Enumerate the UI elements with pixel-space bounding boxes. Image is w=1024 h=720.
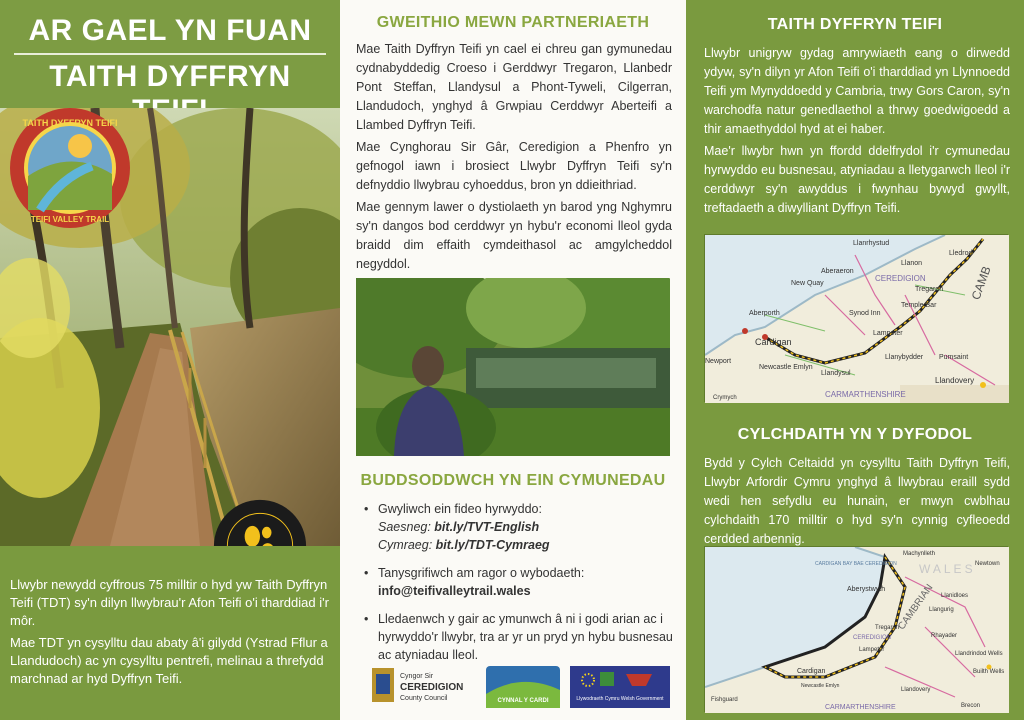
celtic-circuit-map (704, 546, 1008, 712)
logo-council-line-3: County Council (400, 695, 448, 702)
map-label: Tregaron (875, 625, 900, 631)
english-video-link[interactable]: bit.ly/TVT-English (434, 520, 540, 534)
map-label: Llandovery (935, 376, 975, 385)
map-label: CEREDIGION (875, 274, 926, 283)
english-label: Saesneg: (378, 520, 435, 534)
logo-text-bottom: TEIFI VALLEY TRAIL (30, 215, 110, 224)
cover-intro-text: Llwybr newydd cyffrous 75 milltir o hyd yw Taith Dyffryn Teifi (TDT) sy'n dilyn llwybrau'r Afon Teifi o'i tharddiad i'r môr. (10, 577, 329, 628)
map-label: Llandovery (901, 687, 931, 693)
map-label: CEREDIGION (853, 635, 892, 641)
map-label: Llandrindod Wells (955, 651, 1003, 657)
map-label: Cardigan (797, 668, 826, 675)
riverside-walker-photo (356, 278, 670, 456)
video-intro: Gwyliwch ein fideo hyrwyddo: (378, 502, 542, 516)
cover-panel (0, 0, 340, 720)
heading-trail: TAITH DYFFRYN TEIFI (767, 16, 943, 33)
map-label: Newport (705, 358, 732, 365)
cover-footer (0, 546, 340, 720)
future-circuit-text: Bydd y Cylch Celtaidd yn cysylltu Taith Dyffryn Teifi, Llwybr Arfordir Cymru ynghyd â llwybrau eraill sydd wedi hen sefydlu eu hunain, er mwyn cwblhau cylchdaith 170 milltir o hyd sy'n cynnig cyfleoedd cerdded arbennig. (704, 456, 1010, 546)
partnership-panel (340, 0, 686, 720)
email-link[interactable]: info@teifivalleytrail.wales (378, 584, 531, 598)
trail-route-map (704, 234, 1008, 402)
map-label: WALES (919, 562, 976, 576)
ceredigion-council-logo (372, 668, 463, 702)
partnership-para-councils: Mae Cynghorau Sir Gâr, Ceredigion a Phenfro yn gefnogol iawn i brosiect Llwybr Dyffryn Teifi sy'n defnyddio llwybrau cyhoeddus, bron yn ddieithriad. (356, 140, 672, 192)
map-label: Newcastle Emlyn (759, 364, 813, 371)
logo-wales-gov-text: Llywodraeth Cymru Welsh Government (576, 696, 664, 702)
map-label: Pumsaint (939, 354, 969, 361)
map-label: Cardigan (755, 337, 792, 347)
trail-description: Llwybr unigryw gydag amrywiaeth eang o dirwedd ydyw, sy'n dilyn yr Afon Teifi o'i tharddiad yn Llynnoedd Teifi ym Mynyddoedd y Cambria, trwy Gors Caron, sy'n warchodfa natur genedlaethol a thrwy goedwigoedd a thir amaethyddol hyd at ei haber. (704, 46, 1010, 136)
trail-panel (686, 0, 1024, 720)
map-label: Aberystwyth (847, 586, 886, 593)
cover-abbeys-text: Mae TDT yn cysylltu dau abaty â'i gilydd (Ystrad Fflur a Llandudoch) ac yn cysylltu pentrefi, melinau a threfydd marchnad ar hyd Dyffryn Teifi. (10, 635, 328, 686)
map-label: Llanidloes (941, 593, 969, 599)
map-label: Tregaron (915, 286, 944, 293)
partner-logos (356, 664, 672, 710)
eu-welsh-gov-logo (570, 666, 670, 708)
map-label: CARMARTHENSHIRE (825, 390, 906, 399)
logo-council-line-1: Cyngor Sir (400, 673, 434, 680)
map-label: Newtown (975, 561, 1000, 567)
map-label: Newcastle Emlyn (801, 683, 840, 689)
map-label: Rhayader (931, 633, 958, 639)
map-label: Crymych (713, 395, 737, 401)
map-label: CAMBRIAN (896, 582, 936, 632)
map-label: Llanrhystud (853, 240, 890, 247)
logo-cynnal-text: CYNNAL Y CARDI (497, 698, 549, 704)
partnership-para-evidence: Mae gennym lawer o dystiolaeth yn barod yng Nghymru sy'n dangos bod cerddwyr yn hybu'r economi lleol gyda braidd dim effaith cymdeithasol ac amgylcheddol negyddol. (356, 200, 672, 271)
partnership-para-communities: Mae Taith Dyffryn Teifi yn cael ei chreu gan gymunedau cydnabyddedig Croeso i Gerddwyr Tregaron, Llanbedr Pont Steffan, Llandysul a Phont-Tyweli, Cilgerran, Llandudoch, ynghyd â Grwpiau Cerddwyr Aberteifi a Llambed Dyffryn Teifi. (356, 42, 672, 132)
map-label: Fishguard (711, 697, 738, 703)
map-label: Aberaeron (821, 268, 854, 275)
list-item (364, 610, 674, 664)
map-label: Aberporth (749, 310, 780, 317)
logo-text-top: TAITH DYFFRYN TEIFI (22, 118, 118, 128)
map-label: CARDIGAN BAY BAE CEREDIGION (815, 561, 897, 567)
map-label: Synod Inn (849, 310, 881, 317)
heading-partnership: GWEITHIO MEWN PARTNERIAETH (376, 14, 650, 31)
map-label: Lampeter (873, 330, 903, 337)
title-divider (14, 53, 326, 55)
heading-future-circuit: CYLCHDAITH YN Y DYFODOL (737, 426, 973, 443)
heading-invest: BUDDSODDWCH YN EIN CYMUNEDAU (360, 472, 666, 489)
map-label: Brecon (961, 703, 981, 709)
cover-title-trail: TAITH DYFFRYN (49, 60, 291, 93)
list-item (364, 564, 674, 600)
cover-title-available-soon: AR GAEL YN FUAN (28, 14, 312, 47)
map-label: Builth Wells (973, 669, 1005, 675)
map-label: Temple Bar (901, 302, 937, 309)
trail-community-benefit: Mae'r llwybr hwn yn ffordd ddelfrydol i'r cymunedau hyrwyddo eu busnesau, atyniadau a lletygarwch lleol i'r cerddwyr sy'n awyddus i fwynhau bywyd gwyllt, treftadaeth a diwylliant Dyffryn Teifi. (704, 144, 1010, 215)
spread-word-text: Lledaenwch y gair ac ymunwch â ni i godi arian ac i hyrwyddo'r llwybr, tra ar yr un pryd yn hybu busnesau ac atyniadau lleol. (378, 612, 673, 662)
logo-council-line-2: CEREDIGION (400, 682, 464, 693)
welsh-video-link[interactable]: bit.ly/TDT-Cymraeg (435, 538, 550, 552)
list-item (364, 500, 674, 554)
map-label: Lledrod (949, 250, 973, 257)
welsh-label: Cymraeg: (378, 538, 436, 552)
subscribe-intro: Tanysgrifiwch am ragor o wybodaeth: (378, 566, 585, 580)
map-label: Machynlleth (903, 551, 936, 557)
teifi-valley-trail-logo (10, 108, 130, 228)
map-label: Llangurig (929, 607, 954, 613)
invest-list (364, 500, 674, 664)
map-label: Llanon (901, 260, 923, 267)
map-label: Lampeter (859, 647, 885, 653)
cynnal-y-cardi-logo (486, 666, 560, 708)
map-label: CARMARTHENSHIRE (825, 704, 896, 711)
map-label: CAMB (968, 264, 994, 302)
map-label: Llanybydder (885, 354, 924, 361)
woodland-path-photo (0, 108, 340, 546)
map-label: Llandysul (821, 370, 851, 377)
map-label: New Quay (791, 280, 824, 287)
